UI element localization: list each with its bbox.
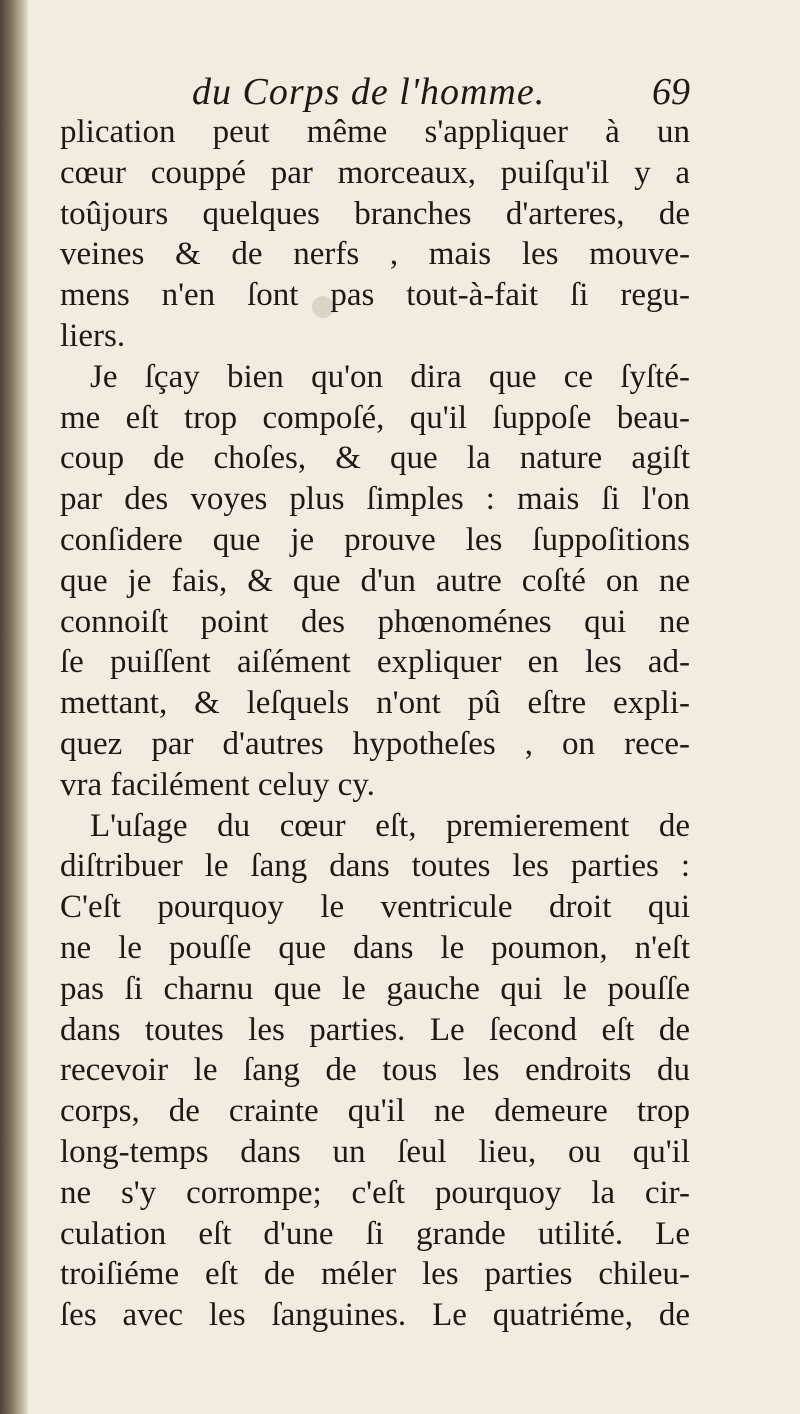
text-line: C'eſt pourquoy le ventricule droit qui <box>60 889 690 926</box>
text-line: ſes avec les ſanguines. Le quatriéme, de <box>60 1297 690 1334</box>
text-line: me eſt trop compoſé, qu'il ſuppoſe beau- <box>60 399 690 436</box>
text-line: diſtribuer le ſang dans toutes les parties : <box>60 848 690 885</box>
book-spine-shadow <box>0 0 28 1414</box>
text-line: liers. <box>60 317 126 354</box>
text-line: mettant, & leſquels n'ont pû eſtre expli- <box>60 685 690 722</box>
text-line: veines & de nerfs , mais les mouve- <box>60 236 690 273</box>
text-line: recevoir le ſang de tous les endroits du <box>60 1052 690 1089</box>
text-line: culation eſt d'une ſi grande utilité. Le <box>60 1215 690 1252</box>
text-line: connoiſt point des phœnoménes qui ne <box>60 603 690 640</box>
text-line: plication peut même s'appliquer à un <box>60 114 690 150</box>
text-line: mens n'en ſont pas tout-à-fait ſi regu- <box>60 277 690 314</box>
text-line: Je ſçay bien qu'on dira que ce ſyſté- <box>90 358 690 395</box>
body-text <box>60 112 690 1336</box>
running-head-title: du Corps de l'homme. <box>192 71 546 113</box>
text-line: cœur couppé par morceaux, puiſqu'il y a <box>60 154 690 191</box>
text-line: ne s'y corrompe; c'eſt pourquoy la cir- <box>60 1174 690 1211</box>
text-line: ne le pouſſe que dans le poumon, n'eſt <box>60 929 690 966</box>
text-line: dans toutes les parties. Le ſecond eſt de <box>60 1011 690 1048</box>
text-line: coup de choſes, & que la nature agiſt <box>60 440 690 477</box>
page-number: 69 <box>652 71 690 113</box>
text-line: ſe puiſſent aiſément expliquer en les ad- <box>60 644 690 681</box>
text-line: pas ſi charnu que le gauche qui le pouſſe <box>60 970 690 1007</box>
text-line: troiſiéme eſt de méler les parties chileu- <box>60 1256 690 1293</box>
text-line: conſidere que je prouve les ſuppoſitions <box>60 521 690 558</box>
text-line: que je fais, & que d'un autre coſté on ne <box>60 562 690 599</box>
text-line: quez par d'autres hypotheſes , on rece- <box>60 725 690 762</box>
text-line: long-temps dans un ſeul lieu, ou qu'il <box>60 1133 690 1170</box>
text-line: par des voyes plus ſimples : mais ſi l'on <box>60 481 690 518</box>
text-line: toûjours quelques branches d'arteres, de <box>60 195 690 232</box>
text-line: L'uſage du cœur eſt, premierement de <box>90 807 690 844</box>
text-line: corps, de crainte qu'il ne demeure trop <box>60 1093 690 1130</box>
text-line: vra facilément celuy cy. <box>60 766 375 803</box>
